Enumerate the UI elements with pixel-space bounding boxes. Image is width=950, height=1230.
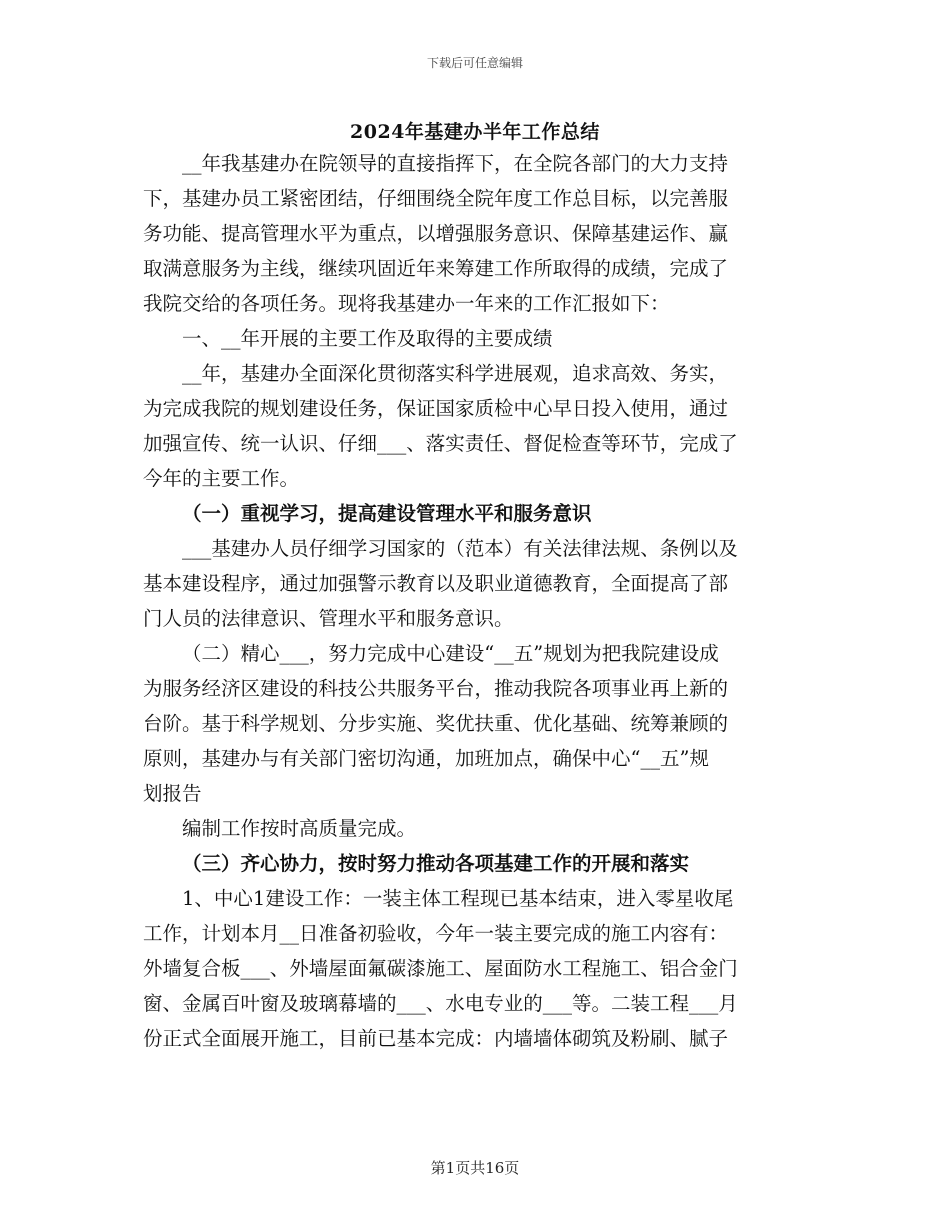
paragraph-line: 为服务经济区建设的科技公共服务平台，推动我院各项事业再上新的: [143, 677, 729, 700]
document-title: 2024年基建办半年工作总结: [350, 121, 600, 143]
paragraph-line: ___基建办人员仔细学习国家的（范本）有关法律法规、条例以及: [182, 537, 738, 560]
paragraph-line: 基本建设程序，通过加强警示教育以及职业道德教育，全面提高了部: [143, 572, 729, 595]
paragraph-line: （二）精心___，努力完成中心建设“__五”规划为把我院建设成: [182, 642, 719, 665]
paragraph-line: 门人员的法律意识、管理水平和服务意识。: [143, 607, 514, 630]
header-note: 下载后可任意编辑: [426, 56, 523, 70]
paragraph-line: 为完成我院的规划建设任务，保证国家质检中心早日投入使用，通过: [143, 397, 729, 420]
section-heading: 一、__年开展的主要工作及取得的主要成绩: [182, 327, 553, 350]
paragraph-line: 今年的主要工作。: [143, 467, 300, 490]
page-number: 第1页共16页: [430, 1159, 520, 1177]
paragraph-line: 我院交给的各项任务。现将我基建办一年来的工作汇报如下：: [143, 292, 670, 315]
paragraph-line: 务功能、提高管理水平为重点，以增强服务意识、保障基建运作、赢: [143, 222, 729, 245]
paragraph-line: 原则，基建办与有关部门密切沟通，加班加点，确保中心“__五”规: [143, 747, 709, 770]
paragraph-line: 下，基建办员工紧密团结，仔细围绕全院年度工作总目标，以完善服: [143, 187, 729, 210]
paragraph-line: 取满意服务为主线，继续巩固近年来筹建工作所取得的成绩，完成了: [143, 257, 729, 280]
paragraph-line: 窗、金属百叶窗及玻璃幕墙的___、水电专业的___等。二装工程___月: [143, 992, 738, 1015]
paragraph-line: 1、中心1建设工作：一装主体工程现已基本结束，进入零星收尾: [182, 887, 734, 910]
paragraph-line: 编制工作按时高质量完成。: [182, 817, 417, 840]
subsection-heading: （一）重视学习，提高建设管理水平和服务意识: [182, 502, 592, 525]
paragraph-line: 加强宣传、统一认识、仔细___、落实责任、督促检查等环节，完成了: [143, 432, 738, 455]
document-body: [143, 146, 807, 1056]
paragraph-line: 工作，计划本月__日准备初验收，今年一装主要完成的施工内容有：: [143, 922, 729, 945]
paragraph-line: __年我基建办在院领导的直接指挥下，在全院各部门的大力支持: [182, 152, 729, 175]
paragraph-line: 划报告: [143, 782, 202, 805]
paragraph-line: 外墙复合板___、外墙屋面氟碳漆施工、屋面防水工程施工、铝合金门: [143, 957, 738, 980]
paragraph-line: __年，基建办全面深化贯彻落实科学进展观，追求高效、务实，: [182, 362, 729, 385]
paragraph-line: 份正式全面展开施工，目前已基本完成：内墙墙体砌筑及粉刷、腻子: [143, 1027, 729, 1050]
paragraph-line: 台阶。基于科学规划、分步实施、奖优扶重、优化基础、统筹兼顾的: [143, 712, 729, 735]
subsection-heading: （三）齐心协力，按时努力推动各项基建工作的开展和落实: [182, 852, 690, 875]
